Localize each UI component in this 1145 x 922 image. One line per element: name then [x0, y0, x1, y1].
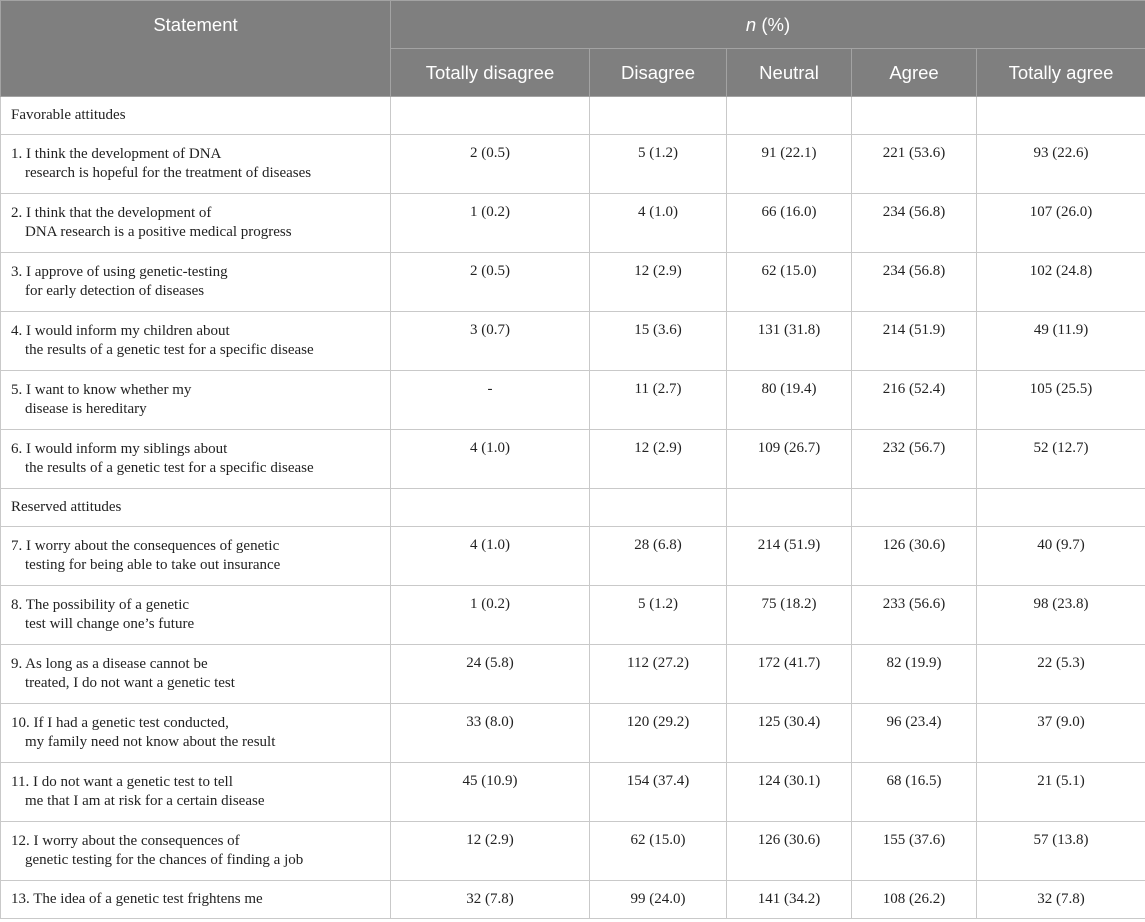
- n-percent-header: [391, 1, 1145, 49]
- value-cell: 80 (19.4): [727, 371, 852, 430]
- statement-line-1: 10. If I had a genetic test conducted,: [11, 715, 229, 731]
- table-row: [1, 527, 1145, 586]
- table-row: [1, 645, 1145, 704]
- table-row: [1, 586, 1145, 645]
- value-cell: 40 (9.7): [977, 527, 1145, 586]
- table-row: [1, 822, 1145, 881]
- empty-cell: [391, 97, 590, 135]
- value-cell: 232 (56.7): [852, 430, 977, 489]
- statement-cell: [1, 822, 391, 881]
- value-cell: 4 (1.0): [391, 430, 590, 489]
- value-cell: 96 (23.4): [852, 704, 977, 763]
- value-cell: 62 (15.0): [590, 822, 727, 881]
- value-cell: 5 (1.2): [590, 135, 727, 194]
- value-cell: 52 (12.7): [977, 430, 1145, 489]
- value-cell: 99 (24.0): [590, 881, 727, 919]
- statement-line-1: 11. I do not want a genetic test to tell: [11, 774, 233, 790]
- value-cell: 82 (19.9): [852, 645, 977, 704]
- statement-line-1: 12. I worry about the consequences of: [11, 833, 240, 849]
- value-cell: 108 (26.2): [852, 881, 977, 919]
- statement-cell: [1, 704, 391, 763]
- table-header: [1, 1, 1145, 97]
- value-cell: 126 (30.6): [727, 822, 852, 881]
- section-title: Favorable attitudes: [1, 97, 391, 135]
- value-cell: 234 (56.8): [852, 194, 977, 253]
- value-cell: 154 (37.4): [590, 763, 727, 822]
- value-cell: 24 (5.8): [391, 645, 590, 704]
- value-cell: 216 (52.4): [852, 371, 977, 430]
- value-cell: 98 (23.8): [977, 586, 1145, 645]
- section-row: [1, 489, 1145, 527]
- statement-line-1: 6. I would inform my siblings about: [11, 441, 228, 457]
- table-row: [1, 253, 1145, 312]
- value-cell: 21 (5.1): [977, 763, 1145, 822]
- section-row: [1, 97, 1145, 135]
- value-cell: 45 (10.9): [391, 763, 590, 822]
- table-row: [1, 763, 1145, 822]
- empty-cell: [977, 97, 1145, 135]
- statement-cell: [1, 253, 391, 312]
- value-cell: 12 (2.9): [391, 822, 590, 881]
- statement-line-1: 4. I would inform my children about: [11, 323, 230, 339]
- value-cell: 221 (53.6): [852, 135, 977, 194]
- empty-cell: [852, 489, 977, 527]
- value-cell: 62 (15.0): [727, 253, 852, 312]
- value-cell: 126 (30.6): [852, 527, 977, 586]
- table-row: [1, 704, 1145, 763]
- section-title: Reserved attitudes: [1, 489, 391, 527]
- statement-line-1: 1. I think the development of DNA: [11, 146, 222, 162]
- value-cell: 109 (26.7): [727, 430, 852, 489]
- statement-line-2: the results of a genetic test for a specific disease: [25, 342, 314, 358]
- statement-cell: [1, 371, 391, 430]
- statement-header: Statement: [1, 1, 391, 97]
- value-cell: 49 (11.9): [977, 312, 1145, 371]
- value-cell: 125 (30.4): [727, 704, 852, 763]
- value-cell: 112 (27.2): [590, 645, 727, 704]
- value-cell: 155 (37.6): [852, 822, 977, 881]
- statement-line-1: 9. As long as a disease cannot be: [11, 656, 208, 672]
- statement-line-1: 2. I think that the development of: [11, 205, 212, 221]
- statement-line-2: the results of a genetic test for a specific disease: [25, 460, 314, 476]
- statement-line-2: disease is hereditary: [25, 401, 147, 417]
- value-cell: 120 (29.2): [590, 704, 727, 763]
- statement-cell: [1, 194, 391, 253]
- empty-cell: [590, 97, 727, 135]
- value-cell: 5 (1.2): [590, 586, 727, 645]
- empty-cell: [727, 97, 852, 135]
- table-row: [1, 430, 1145, 489]
- n-symbol: n: [745, 13, 757, 35]
- value-cell: 32 (7.8): [391, 881, 590, 919]
- table-row: [1, 371, 1145, 430]
- value-cell: 234 (56.8): [852, 253, 977, 312]
- statement-line-2: test will change one’s future: [25, 616, 195, 632]
- value-cell: 32 (7.8): [977, 881, 1145, 919]
- statement-cell: [1, 527, 391, 586]
- empty-cell: [977, 489, 1145, 527]
- value-cell: 131 (31.8): [727, 312, 852, 371]
- col-neutral: Neutral: [727, 49, 852, 97]
- table-row: [1, 135, 1145, 194]
- statement-line-2: research is hopeful for the treatment of diseases: [25, 165, 312, 181]
- value-cell: 172 (41.7): [727, 645, 852, 704]
- table-row: [1, 312, 1145, 371]
- value-cell: 105 (25.5): [977, 371, 1145, 430]
- col-disagree: Disagree: [590, 49, 727, 97]
- statement-line-1: 13. The idea of a genetic test frightens me: [11, 891, 263, 907]
- value-cell: 68 (16.5): [852, 763, 977, 822]
- value-cell: 141 (34.2): [727, 881, 852, 919]
- value-cell: 2 (0.5): [391, 253, 590, 312]
- statement-cell: [1, 430, 391, 489]
- statement-line-2: for early detection of diseases: [25, 283, 205, 299]
- value-cell: 214 (51.9): [727, 527, 852, 586]
- value-cell: -: [391, 371, 590, 430]
- value-cell: 22 (5.3): [977, 645, 1145, 704]
- value-cell: 12 (2.9): [590, 253, 727, 312]
- value-cell: 12 (2.9): [590, 430, 727, 489]
- statement-cell: [1, 645, 391, 704]
- value-cell: 57 (13.8): [977, 822, 1145, 881]
- value-cell: 214 (51.9): [852, 312, 977, 371]
- statement-cell: [1, 135, 391, 194]
- statement-line-2: treated, I do not want a genetic test: [25, 675, 235, 691]
- value-cell: 28 (6.8): [590, 527, 727, 586]
- value-cell: 3 (0.7): [391, 312, 590, 371]
- statement-cell: [1, 586, 391, 645]
- value-cell: 93 (22.6): [977, 135, 1145, 194]
- value-cell: 124 (30.1): [727, 763, 852, 822]
- value-cell: 11 (2.7): [590, 371, 727, 430]
- statement-line-2: testing for being able to take out insurance: [25, 557, 281, 573]
- statement-line-1: 8. The possibility of a genetic: [11, 597, 190, 613]
- value-cell: 2 (0.5): [391, 135, 590, 194]
- empty-cell: [590, 489, 727, 527]
- col-totally-agree: Totally agree: [977, 49, 1145, 97]
- statement-line-1: 5. I want to know whether my: [11, 382, 192, 398]
- value-cell: 91 (22.1): [727, 135, 852, 194]
- empty-cell: [391, 489, 590, 527]
- table-row: [1, 194, 1145, 253]
- value-cell: 4 (1.0): [590, 194, 727, 253]
- value-cell: 37 (9.0): [977, 704, 1145, 763]
- percent-label: (%): [756, 13, 791, 35]
- statement-cell: [1, 312, 391, 371]
- col-totally-disagree: Totally disagree: [391, 49, 590, 97]
- value-cell: 33 (8.0): [391, 704, 590, 763]
- table-row: [1, 881, 1145, 919]
- value-cell: 1 (0.2): [391, 586, 590, 645]
- statement-cell: [1, 763, 391, 822]
- value-cell: 4 (1.0): [391, 527, 590, 586]
- value-cell: 75 (18.2): [727, 586, 852, 645]
- statement-line-1: 7. I worry about the consequences of genetic: [11, 538, 280, 554]
- table-body: [1, 97, 1145, 919]
- statement-cell: [1, 881, 391, 919]
- statement-line-2: me that I am at risk for a certain disease: [25, 793, 265, 809]
- value-cell: 102 (24.8): [977, 253, 1145, 312]
- value-cell: 1 (0.2): [391, 194, 590, 253]
- value-cell: 66 (16.0): [727, 194, 852, 253]
- statement-line-2: my family need not know about the result: [25, 734, 276, 750]
- empty-cell: [727, 489, 852, 527]
- statement-line-2: genetic testing for the chances of finding a job: [25, 852, 304, 868]
- statement-line-2: DNA research is a positive medical progress: [25, 224, 292, 240]
- value-cell: 107 (26.0): [977, 194, 1145, 253]
- empty-cell: [852, 97, 977, 135]
- value-cell: 15 (3.6): [590, 312, 727, 371]
- statement-line-1: 3. I approve of using genetic-testing: [11, 264, 228, 280]
- value-cell: 233 (56.6): [852, 586, 977, 645]
- col-agree: Agree: [852, 49, 977, 97]
